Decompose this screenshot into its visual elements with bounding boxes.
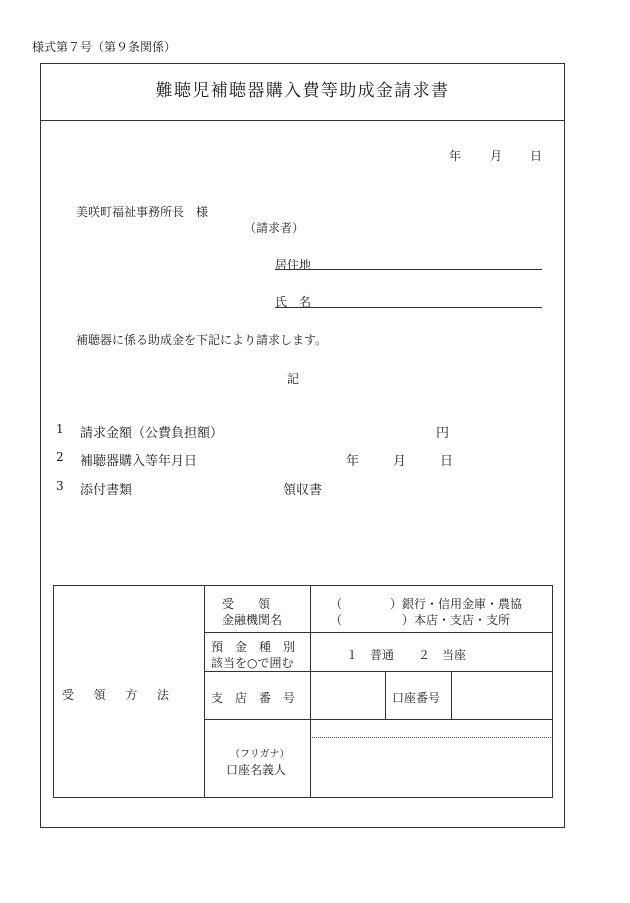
address-field-line[interactable] — [275, 269, 542, 270]
deposit-type-note: 該当を○で囲む — [211, 656, 294, 670]
addressee: 美咲町福祉事務所長 様 — [76, 205, 209, 219]
address-label: 居住地 — [275, 258, 312, 272]
name-field-line[interactable] — [275, 307, 542, 308]
table-divider — [204, 671, 553, 672]
item-label: 添付書類 — [80, 483, 133, 498]
item-number: 2 — [56, 450, 64, 464]
attachment-value: 領収書 — [283, 483, 323, 498]
request-text: 補聴器に係る助成金を下記により請求します。 — [76, 333, 328, 347]
date-day-label: 日 — [530, 149, 543, 163]
bank-label: 金融機関名 — [222, 613, 283, 627]
branch-number-label: 支 店 番 号 — [211, 691, 296, 705]
item-label: 請求金額（公費負担額） — [80, 426, 224, 441]
purchase-month-label: 月 — [393, 454, 407, 469]
ki-label: 記 — [287, 372, 300, 386]
furigana-label: （フリガナ） — [230, 749, 290, 760]
item-label: 補聴器購入等年月日 — [80, 454, 198, 469]
purchase-year-label: 年 — [346, 454, 360, 469]
table-divider — [204, 719, 553, 720]
item-number: 3 — [56, 479, 64, 493]
amount-yen-unit: 円 — [436, 426, 450, 441]
table-divider — [385, 671, 386, 719]
bank-label: 受 領 — [222, 597, 271, 611]
date-year-label: 年 — [449, 149, 462, 163]
deposit-type-label: 預 金 種 別 — [211, 640, 296, 654]
account-holder-field[interactable] — [312, 739, 551, 796]
account-number-label: 口座番号 — [392, 691, 441, 705]
requester-label: （請求者） — [244, 221, 305, 235]
method-label: 受 領 方 法 — [62, 688, 173, 702]
purchase-day-label: 日 — [440, 454, 454, 469]
item-number: 1 — [56, 422, 64, 436]
table-divider — [204, 632, 553, 633]
table-divider — [204, 585, 205, 798]
bank-branch-field[interactable]: （ ）本店・支店・支所 — [330, 613, 511, 627]
bank-name-field[interactable]: （ ）銀行・信用金庫・農協 — [330, 597, 523, 611]
furigana-field[interactable] — [312, 721, 551, 736]
table-divider — [310, 585, 311, 798]
table-divider — [451, 671, 452, 719]
account-holder-label: 口座名義人 — [226, 763, 287, 777]
form-title: 難聴児補聴器購入費等助成金請求書 — [155, 81, 450, 101]
title-divider — [40, 120, 565, 121]
deposit-type-options[interactable]: １ 普通 ２ 当座 — [346, 648, 467, 662]
furigana-divider — [310, 737, 553, 738]
account-number-field[interactable] — [453, 673, 551, 718]
date-month-label: 月 — [490, 149, 503, 163]
name-label: 氏 名 — [275, 295, 312, 309]
branch-number-field[interactable] — [312, 673, 384, 718]
form-number: 様式第７号（第９条関係） — [32, 40, 177, 54]
